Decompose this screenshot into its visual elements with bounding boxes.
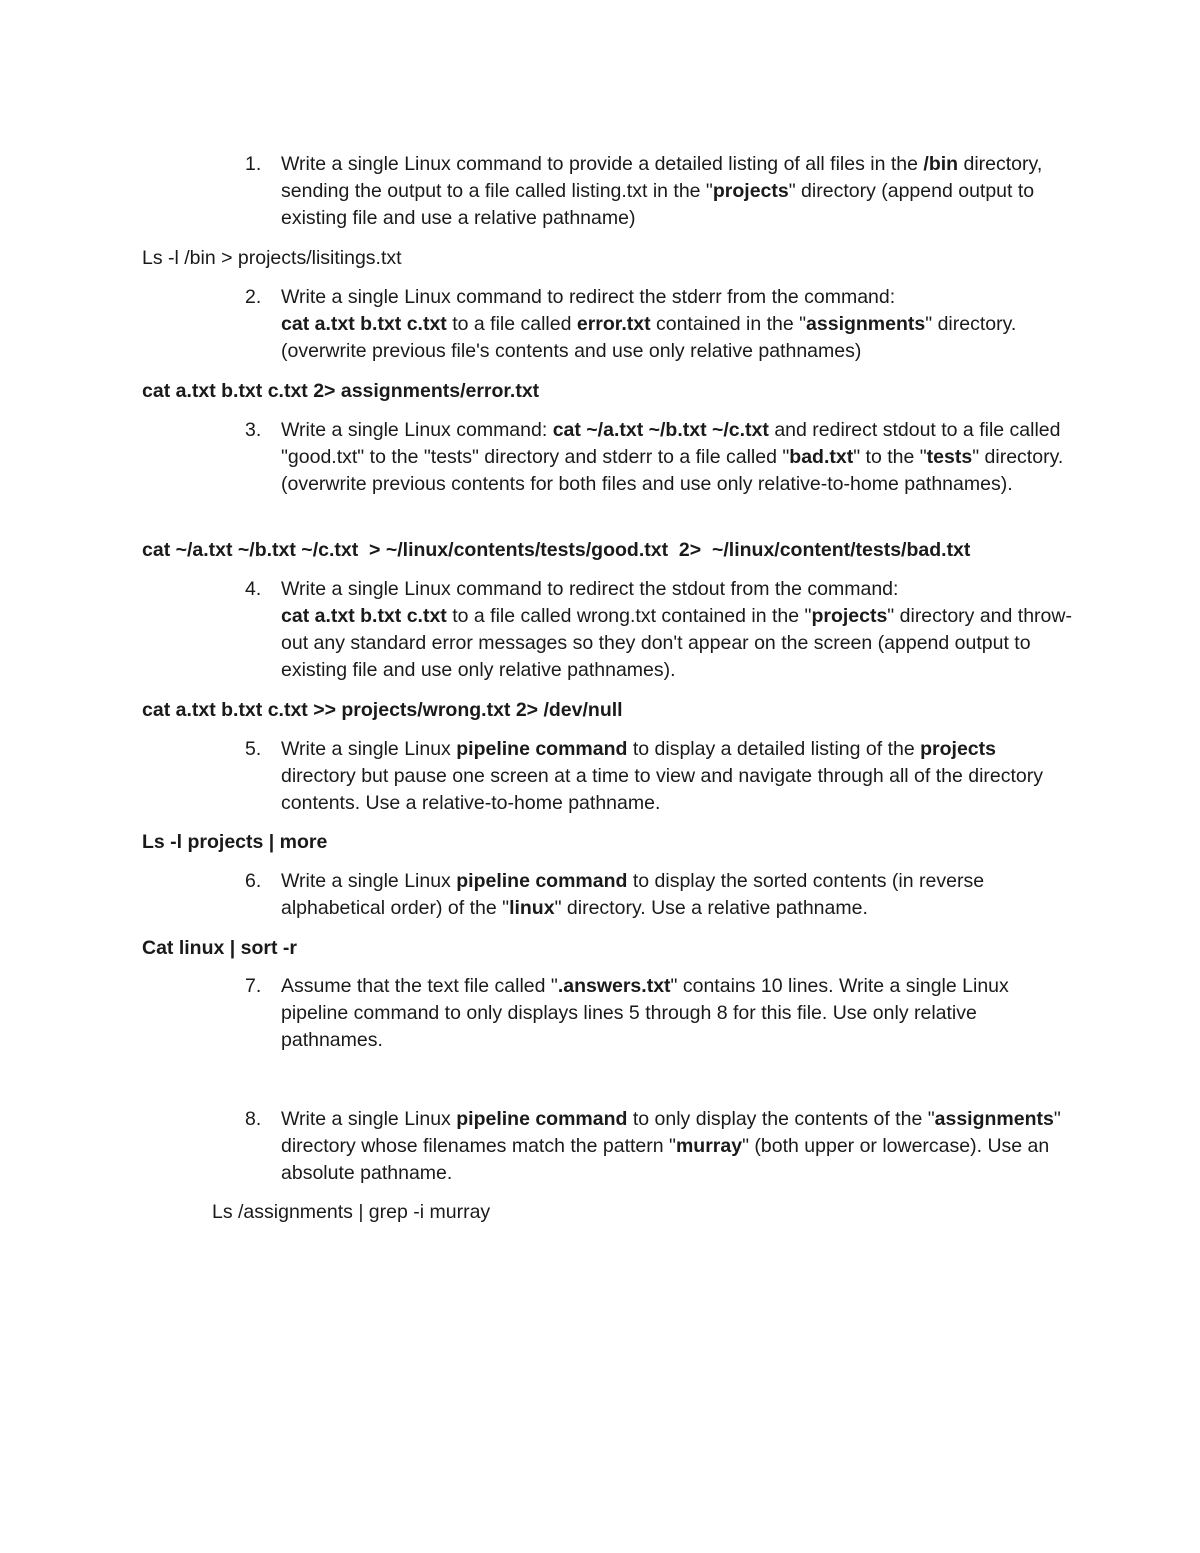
question-text-run: " directory (append output to existing file and use a relative pathname) bbox=[281, 180, 1035, 229]
question-text-bold: assignments bbox=[806, 313, 926, 335]
question-number: 3. bbox=[245, 419, 262, 441]
question-text-bold: projects bbox=[811, 605, 888, 627]
question-text-bold: projects bbox=[920, 738, 996, 760]
question-text-run: Write a single Linux command: bbox=[281, 419, 553, 441]
question-6 bbox=[245, 868, 1075, 922]
question-7 bbox=[245, 973, 1075, 1054]
answer-8: Ls /assignments | grep -i murray bbox=[212, 1201, 491, 1223]
question-text-run: to display a detailed listing of the bbox=[627, 738, 921, 760]
question-text-bold: pipeline command bbox=[456, 738, 628, 760]
question-text-run: " directory and throw-out any standard error messages so they don't appear on the screen (append output to existing file and use only relative pathnames). bbox=[281, 605, 1072, 681]
question-4 bbox=[245, 576, 1075, 684]
question-text-bold: /bin bbox=[923, 153, 959, 175]
question-text-run: " to the " bbox=[853, 446, 927, 468]
question-text-run: " contains 10 lines. Write a single Linux pipeline command to only displays lines 5 through 8 for this file. Use only relative pathnames. bbox=[281, 975, 1009, 1051]
question-text bbox=[281, 417, 1075, 498]
question-text-run: contained in the " bbox=[650, 313, 807, 335]
answer-6: Cat linux | sort -r bbox=[142, 937, 297, 959]
question-text-run: " directory. (overwrite previous file's contents and use only relative pathnames) bbox=[281, 313, 1017, 362]
question-2 bbox=[245, 284, 1075, 365]
question-text-run: " directory. Use a relative pathname. bbox=[554, 897, 868, 919]
question-text bbox=[281, 868, 1075, 922]
question-text-bold: cat ~/a.txt ~/b.txt ~/c.txt bbox=[552, 419, 769, 441]
question-text-run: to a file called wrong.txt contained in the " bbox=[446, 605, 812, 627]
question-text-bold: bad.txt bbox=[789, 446, 854, 468]
question-text-run: " (both upper or lowercase). Use an absolute pathname. bbox=[281, 1135, 1050, 1184]
question-text-run: directory but pause one screen at a time to view and navigate through all of the directory contents. Use a relative-to-home pathname. bbox=[281, 765, 1044, 814]
question-text-run: Assume that the text file called " bbox=[281, 975, 558, 997]
question-8 bbox=[245, 1106, 1075, 1187]
question-text-bold: cat a.txt b.txt c.txt bbox=[281, 605, 447, 627]
question-5 bbox=[245, 736, 1075, 817]
question-text bbox=[281, 284, 1075, 365]
question-text-run: Write a single Linux bbox=[281, 738, 457, 760]
question-text-bold: projects bbox=[712, 180, 789, 202]
question-number: 7. bbox=[245, 975, 262, 997]
question-text-run: to only display the contents of the " bbox=[627, 1108, 935, 1130]
question-1 bbox=[245, 151, 1075, 232]
question-number: 1. bbox=[245, 153, 262, 175]
question-number: 5. bbox=[245, 738, 262, 760]
question-number: 6. bbox=[245, 870, 262, 892]
question-text-run: Write a single Linux command to provide a detailed listing of all files in the bbox=[281, 153, 924, 175]
question-text bbox=[281, 151, 1075, 232]
question-text-bold: pipeline command bbox=[456, 870, 628, 892]
answer-1: Ls -l /bin > projects/lisitings.txt bbox=[142, 247, 402, 269]
question-text-run: to display the sorted contents (in reverse alphabetical order) of the " bbox=[281, 870, 985, 919]
question-text-run: " directory whose filenames match the pattern " bbox=[281, 1108, 1061, 1157]
question-text bbox=[281, 973, 1075, 1054]
question-number: 2. bbox=[245, 286, 262, 308]
question-text bbox=[281, 576, 1075, 684]
question-text-run: Write a single Linux command to redirect the stderr from the command: bbox=[281, 286, 896, 308]
question-text-run: to a file called bbox=[446, 313, 577, 335]
answer-4: cat a.txt b.txt c.txt >> projects/wrong.txt 2> /dev/null bbox=[142, 699, 623, 721]
answer-3: cat ~/a.txt ~/b.txt ~/c.txt > ~/linux/contents/tests/good.txt 2> ~/linux/content/tests/bad.txt bbox=[142, 539, 971, 561]
question-text-bold: error.txt bbox=[576, 313, 651, 335]
question-text-bold: murray bbox=[675, 1135, 743, 1157]
question-text-bold: assignments bbox=[934, 1108, 1054, 1130]
question-number: 8. bbox=[245, 1108, 262, 1130]
question-text-bold: linux bbox=[509, 897, 555, 919]
question-3 bbox=[245, 417, 1075, 498]
question-text-bold: cat a.txt b.txt c.txt bbox=[281, 313, 447, 335]
question-text-run: Write a single Linux command to redirect the stdout from the command: bbox=[281, 578, 899, 600]
question-text-run: " directory. (overwrite previous contents for both files and use only relative-to-home pathnames). bbox=[281, 446, 1064, 495]
question-text-bold: pipeline command bbox=[456, 1108, 628, 1130]
question-text bbox=[281, 1106, 1075, 1187]
question-text-run: directory, sending the output to a file called listing.txt in the " bbox=[281, 153, 1043, 202]
question-text-bold: .answers.txt bbox=[557, 975, 671, 997]
question-text-run: Write a single Linux bbox=[281, 1108, 457, 1130]
question-text-run: and redirect stdout to a file called "good.txt" to the "tests" directory and stderr to a file called " bbox=[281, 419, 1061, 468]
question-text-bold: tests bbox=[926, 446, 973, 468]
answer-5: Ls -l projects | more bbox=[142, 831, 328, 853]
question-text bbox=[281, 736, 1075, 817]
question-text-run: Write a single Linux bbox=[281, 870, 457, 892]
answer-2: cat a.txt b.txt c.txt 2> assignments/error.txt bbox=[142, 380, 540, 402]
question-number: 4. bbox=[245, 578, 262, 600]
